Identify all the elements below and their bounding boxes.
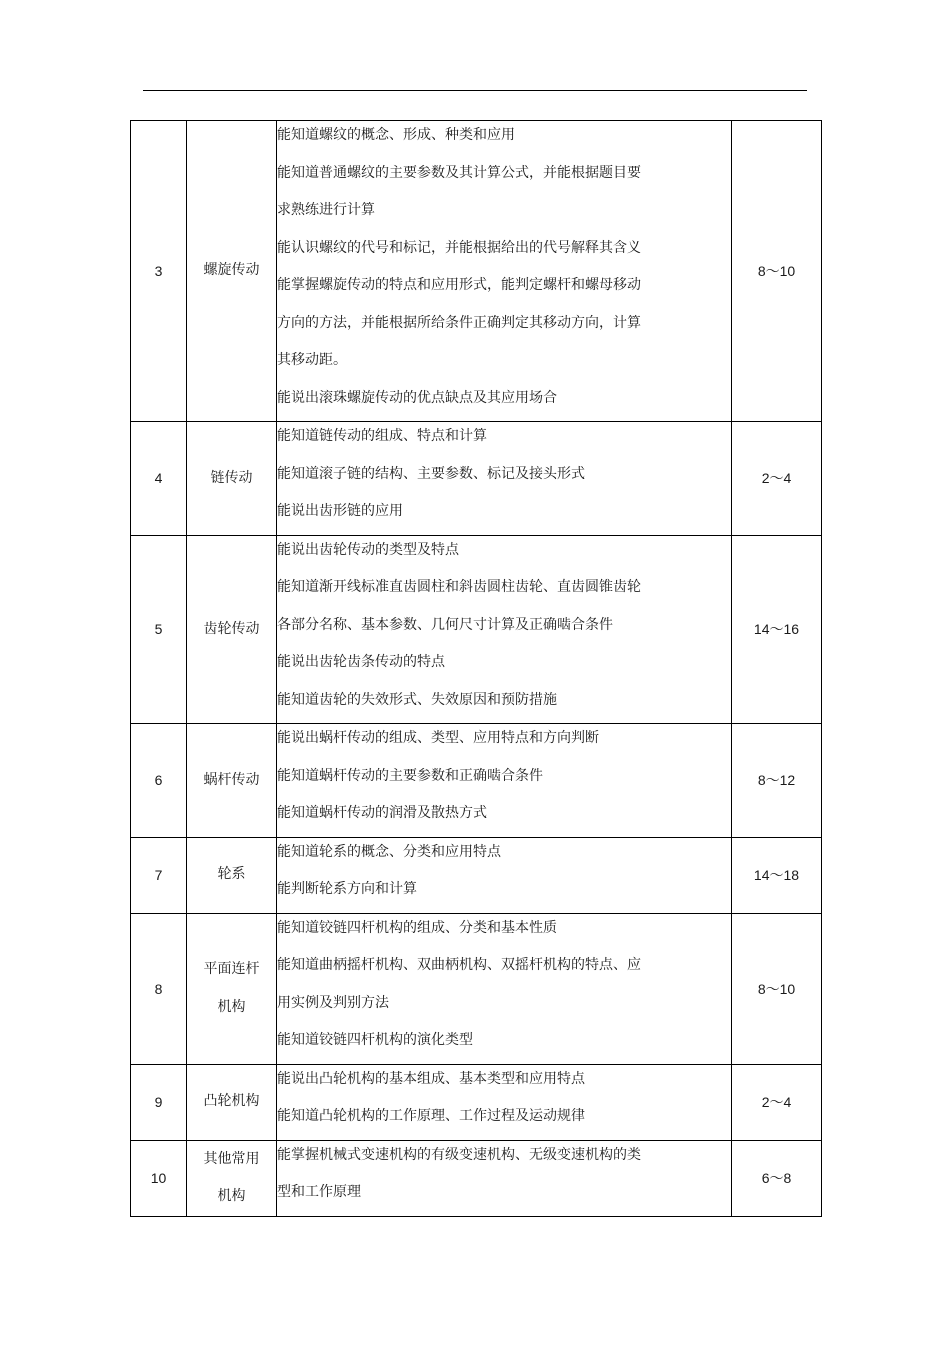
row-topic-cell bbox=[187, 1140, 277, 1216]
requirement-line: 其移动距。 bbox=[277, 352, 347, 368]
row-number: 3 bbox=[131, 121, 187, 422]
row-hours: 2～4 bbox=[732, 422, 822, 536]
requirement-line: 能说出滚珠螺旋传动的优点缺点及其应用场合 bbox=[277, 389, 557, 406]
row-number: 4 bbox=[131, 422, 187, 536]
row-requirements bbox=[277, 837, 732, 913]
requirement-line: 能说出齿轮齿条传动的特点 bbox=[277, 654, 445, 670]
row-topic: 齿轮传动 bbox=[203, 620, 260, 637]
row-requirements bbox=[277, 121, 732, 422]
requirement-line: 能知道曲柄摇杆机构、双曲柄机构、双摇杆机构的特点、应 bbox=[277, 957, 641, 973]
requirement-line: 能判断轮系方向和计算 bbox=[277, 881, 417, 897]
requirement-line: 能知道蜗杆传动的润滑及散热方式 bbox=[277, 805, 487, 821]
table-row bbox=[131, 913, 822, 1064]
row-hours: 14～16 bbox=[732, 535, 822, 724]
row-requirements bbox=[277, 535, 732, 724]
row-number: 5 bbox=[131, 535, 187, 724]
requirement-line: 能知道蜗杆传动的主要参数和正确啮合条件 bbox=[277, 767, 543, 784]
row-topic: 螺旋传动 bbox=[203, 262, 260, 279]
requirement-line: 能知道铰链四杆机构的演化类型 bbox=[277, 1032, 473, 1048]
row-topic: 其他常用机构 bbox=[203, 1150, 260, 1204]
row-topic-cell bbox=[187, 1064, 277, 1140]
requirement-line: 能说出凸轮机构的基本组成、基本类型和应用特点 bbox=[277, 1070, 585, 1087]
row-number: 9 bbox=[131, 1064, 187, 1140]
syllabus-table bbox=[130, 120, 822, 1217]
syllabus-table-body bbox=[131, 121, 822, 1217]
table-row bbox=[131, 121, 822, 422]
row-number: 8 bbox=[131, 913, 187, 1064]
table-row bbox=[131, 1064, 822, 1140]
requirement-line: 用实例及判别方法 bbox=[277, 994, 389, 1011]
requirement-line: 能知道螺纹的概念、形成、种类和应用 bbox=[277, 127, 515, 143]
row-topic-cell bbox=[187, 837, 277, 913]
table-row bbox=[131, 535, 822, 724]
requirement-line: 能掌握机械式变速机构的有级变速机构、无级变速机构的类 bbox=[277, 1146, 641, 1163]
row-requirements bbox=[277, 913, 732, 1064]
row-hours: 8～10 bbox=[732, 121, 822, 422]
row-topic-cell bbox=[187, 913, 277, 1064]
requirement-line: 能知道渐开线标准直齿圆柱和斜齿圆柱齿轮、直齿圆锥齿轮 bbox=[277, 579, 641, 595]
row-number: 10 bbox=[131, 1140, 187, 1216]
row-requirements bbox=[277, 724, 732, 838]
requirement-line: 能知道轮系的概念、分类和应用特点 bbox=[277, 843, 501, 860]
row-topic-cell bbox=[187, 535, 277, 724]
row-topic-cell bbox=[187, 422, 277, 536]
row-requirements bbox=[277, 1140, 732, 1216]
requirement-line: 方向的方法，并能根据所给条件正确判定其移动方向，计算 bbox=[277, 314, 641, 331]
row-number: 7 bbox=[131, 837, 187, 913]
row-hours: 8～10 bbox=[732, 913, 822, 1064]
table-row bbox=[131, 837, 822, 913]
requirement-line: 能知道齿轮的失效形式、失效原因和预防措施 bbox=[277, 691, 557, 708]
row-requirements bbox=[277, 1064, 732, 1140]
row-hours: 8～12 bbox=[732, 724, 822, 838]
requirement-line: 能说出齿形链的应用 bbox=[277, 503, 403, 519]
row-topic: 蜗杆传动 bbox=[203, 771, 260, 788]
table-row bbox=[131, 724, 822, 838]
table-row bbox=[131, 422, 822, 536]
row-topic-cell bbox=[187, 724, 277, 838]
row-hours: 14～18 bbox=[732, 837, 822, 913]
requirement-line: 能说出齿轮传动的类型及特点 bbox=[277, 541, 459, 558]
table-row bbox=[131, 1140, 822, 1216]
row-hours: 2～4 bbox=[732, 1064, 822, 1140]
row-topic: 轮系 bbox=[217, 866, 246, 883]
requirement-line: 能掌握螺旋传动的特点和应用形式，能判定螺杆和螺母移动 bbox=[277, 277, 641, 293]
requirement-line: 能知道链传动的组成、特点和计算 bbox=[277, 428, 487, 444]
header-rule bbox=[143, 90, 807, 91]
requirement-line: 能知道凸轮机构的工作原理、工作过程及运动规律 bbox=[277, 1108, 585, 1124]
requirement-line: 能说出蜗杆传动的组成、类型、应用特点和方向判断 bbox=[277, 730, 599, 746]
requirement-line: 能知道滚子链的结构、主要参数、标记及接头形式 bbox=[277, 465, 585, 482]
row-topic: 凸轮机构 bbox=[203, 1093, 260, 1110]
requirement-line: 能知道普通螺纹的主要参数及其计算公式，并能根据题目要 bbox=[277, 164, 641, 181]
requirement-line: 型和工作原理 bbox=[277, 1184, 361, 1200]
row-topic: 链传动 bbox=[210, 469, 253, 486]
row-number: 6 bbox=[131, 724, 187, 838]
row-hours: 6～8 bbox=[732, 1140, 822, 1216]
requirement-line: 各部分名称、基本参数、几何尺寸计算及正确啮合条件 bbox=[277, 616, 613, 633]
row-topic: 平面连杆机构 bbox=[203, 961, 260, 1015]
row-requirements bbox=[277, 422, 732, 536]
requirement-line: 能知道铰链四杆机构的组成、分类和基本性质 bbox=[277, 919, 557, 936]
row-topic-cell bbox=[187, 121, 277, 422]
requirement-line: 能认识螺纹的代号和标记，并能根据给出的代号解释其含义 bbox=[277, 239, 641, 256]
requirement-line: 求熟练进行计算 bbox=[277, 202, 375, 218]
